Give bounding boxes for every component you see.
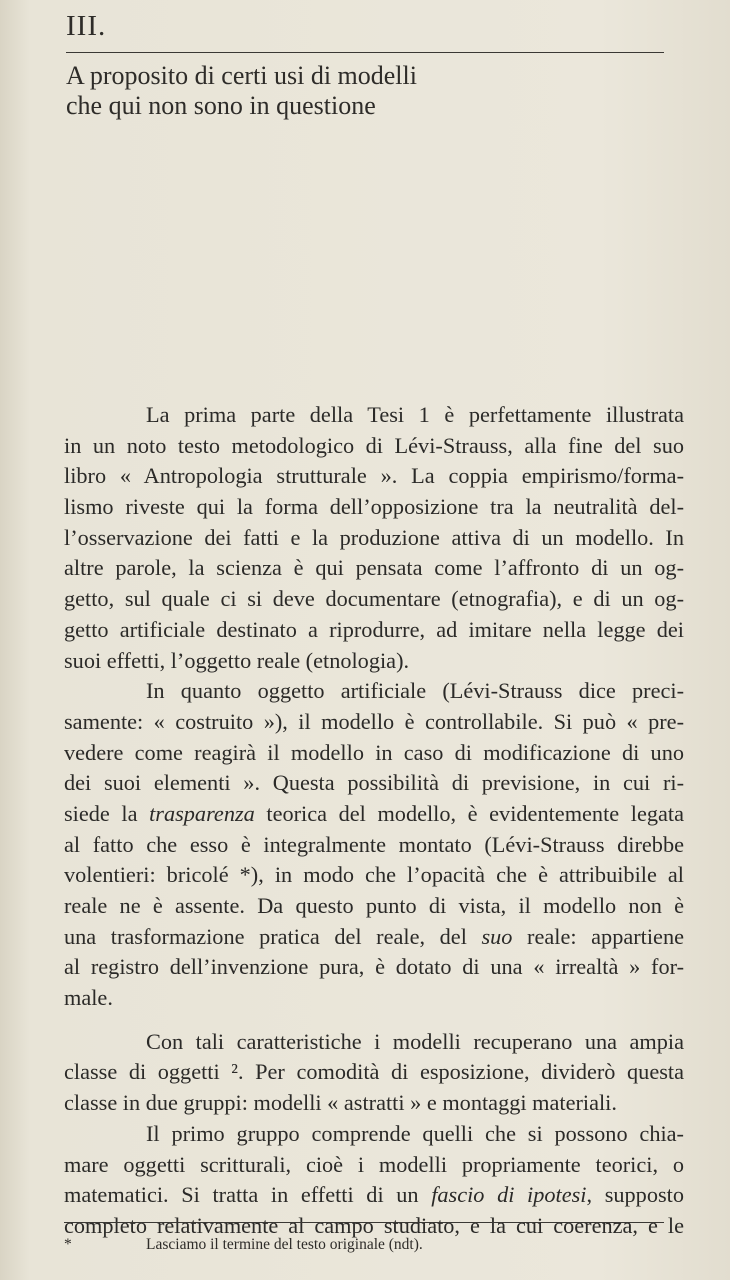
text-line: getto artificiale destinato a riprodurre, ad imitare nella legge dei	[64, 616, 684, 642]
text-line: volentieri: bricolé *), in modo che l’opacità che è attribuibile al	[64, 862, 684, 888]
chapter-title-line: A proposito di certi usi di modelli	[66, 61, 417, 90]
paragraph-gap	[64, 1014, 684, 1027]
text-line: completo relativamente al campo studiato, e la cui coerenza, e le	[64, 1212, 684, 1238]
text-line: lismo riveste qui la forma dell’opposizione tra la neutralità del-	[64, 494, 684, 520]
text-line: mare oggetti scritturali, cioè i modelli propriamente teorici, o	[64, 1151, 684, 1177]
chapter-title	[66, 61, 666, 121]
text-line: siede la trasparenza teorica del modello, è evidentemente legata	[64, 800, 684, 826]
chapter-title-line: che qui non sono in questione	[66, 91, 376, 120]
text-line: Il primo gruppo comprende quelli che si possono chia-	[146, 1120, 684, 1146]
text-line: reale ne è assente. Da questo punto di vista, il modello non è	[64, 893, 684, 918]
text-line: al fatto che esso è integralmente montato (Lévi-Strauss direbbe	[64, 831, 684, 857]
body-text	[64, 400, 684, 1242]
footnote-rule	[64, 1222, 664, 1223]
text-line: classe di oggetti ². Per comodità di esposizione, dividerò questa	[64, 1059, 684, 1085]
text-line: dei suoi elementi ». Questa possibilità di previsione, in cui ri-	[64, 770, 684, 796]
text-line: In quanto oggetto artificiale (Lévi-Strauss dice preci-	[146, 678, 684, 704]
text-line: libro « Antropologia strutturale ». La coppia empirismo/forma-	[64, 463, 684, 489]
chapter-number: III.	[66, 10, 107, 42]
text-line: male.	[64, 985, 113, 1011]
text-line: samente: « costruito »), il modello è controllabile. Si può « pre-	[64, 708, 684, 734]
footnote-text: Lasciamo il termine del testo originale (ndt).	[146, 1236, 423, 1253]
text-line: altre parole, la scienza è qui pensata come l’affronto di un og-	[64, 555, 684, 581]
header-rule	[66, 52, 664, 53]
text-line: Con tali caratteristiche i modelli recuperano una ampia	[146, 1028, 684, 1054]
text-line: l’osservazione dei fatti e la produzione attiva di un modello. In	[64, 524, 684, 550]
text-line: in un noto testo metodologico di Lévi-Strauss, alla fine del suo	[64, 432, 684, 458]
text-line: suoi effetti, l’oggetto reale (etnologia).	[64, 647, 410, 673]
text-line: getto, sul quale ci si deve documentare (etnografia), e di un og-	[64, 586, 684, 612]
text-line: una trasformazione pratica del reale, del suo reale: appartiene	[64, 923, 685, 949]
text-line: matematici. Si tratta in effetti di un fascio di ipotesi, supposto	[64, 1182, 684, 1208]
footnote	[64, 1236, 664, 1254]
text-line: classe in due gruppi: modelli « astratti » e montaggi materiali.	[64, 1090, 617, 1116]
text-line: al registro dell’invenzione pura, è dotato di una « irrealtà » for-	[64, 954, 684, 980]
text-line: vedere come reagirà il modello in caso di modificazione di uno	[64, 739, 684, 765]
footnote-marker: *	[64, 1236, 72, 1253]
text-line: La prima parte della Tesi 1 è perfettamente illustrata	[146, 402, 684, 427]
